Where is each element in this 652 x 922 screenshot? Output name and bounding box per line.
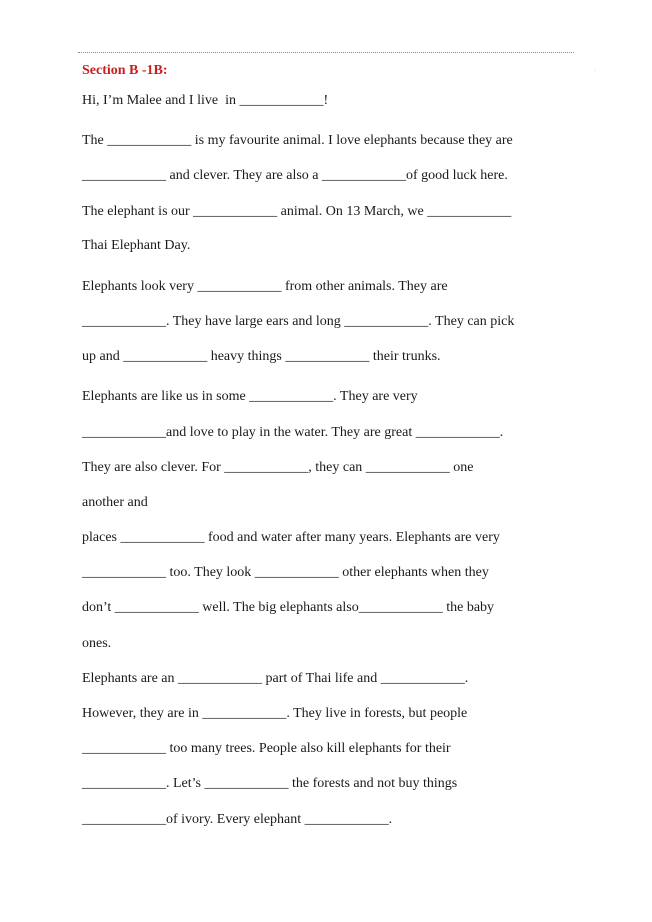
text-line-21: ____________of ivory. Every elephant ____________. <box>82 812 393 827</box>
text-line-12: another and <box>82 495 148 510</box>
text-line-9: Elephants are like us in some ____________. They are very <box>82 389 418 404</box>
text-line-18: However, they are in ____________. They live in forests, but people <box>82 706 468 721</box>
text-line-16: ones. <box>82 636 112 651</box>
text-line-11: They are also clever. For ____________, they can ____________ one <box>82 460 474 475</box>
text-line-19: ____________ too many trees. People also kill elephants for their <box>82 741 451 756</box>
text-line-17: Elephants are an ____________ part of Thai life and ____________. <box>82 671 469 686</box>
text-line-15: don’t ____________ well. The big elephants also____________ the baby <box>82 600 495 615</box>
section-heading: Section B -1B: <box>82 63 168 78</box>
text-line-1: Hi, I’m Malee and I live in ____________! <box>82 93 329 108</box>
text-line-4: The elephant is our ____________ animal. On 13 March, we ____________ <box>82 204 512 219</box>
text-line-7: ____________. They have large ears and long ____________. They can pick <box>82 314 515 329</box>
text-line-2: The ____________ is my favourite animal. I love elephants because they are <box>82 133 513 148</box>
text-line-8: up and ____________ heavy things ____________ their trunks. <box>82 349 441 364</box>
text-line-14: ____________ too. They look ____________ other elephants when they <box>82 565 489 580</box>
text-line-3: ____________ and clever. They are also a ____________of good luck here. <box>82 168 508 183</box>
text-line-20: ____________. Let’s ____________ the forests and not buy things <box>82 776 458 791</box>
scan-dot: · <box>594 68 596 74</box>
text-line-13: places ____________ food and water after many years. Elephants are very <box>82 530 500 545</box>
top-divider <box>78 52 574 53</box>
text-line-10: ____________and love to play in the water. They are great ____________. <box>82 425 504 440</box>
text-line-6: Elephants look very ____________ from other animals. They are <box>82 279 448 294</box>
text-line-5: Thai Elephant Day. <box>82 238 191 253</box>
